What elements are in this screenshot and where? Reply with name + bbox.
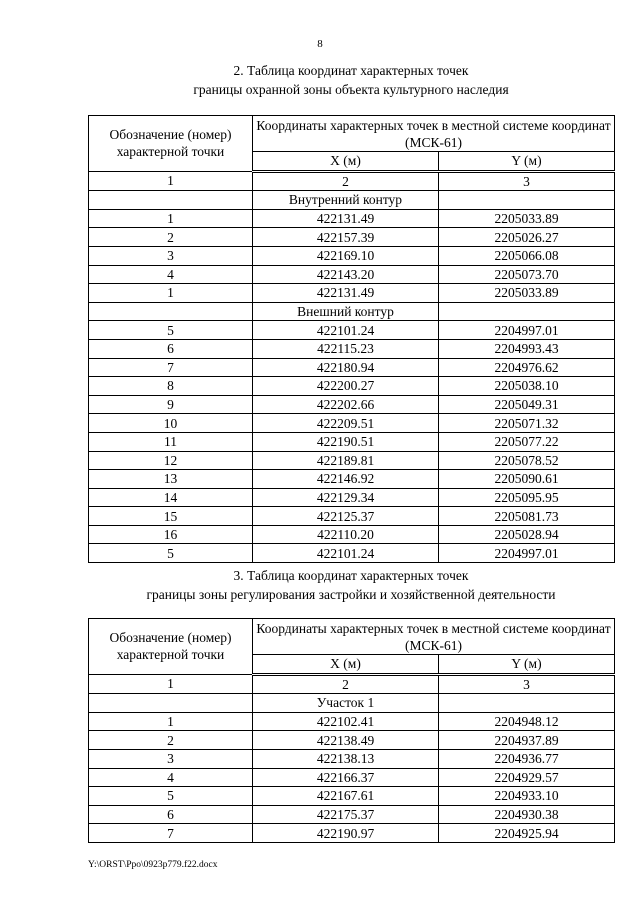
- header-x-label: X (м): [253, 152, 439, 172]
- y-coordinate-cell: 2204997.01: [439, 321, 615, 340]
- point-number-cell: 2: [89, 731, 253, 750]
- point-number-cell: 9: [89, 395, 253, 414]
- y-coordinate-cell: 2205028.94: [439, 525, 615, 544]
- point-number-cell: 5: [89, 787, 253, 806]
- header-coord-label: Координаты характерных точек в местной системе координат (МСК-61): [253, 116, 615, 152]
- table-row: [89, 358, 615, 377]
- section-empty-cell: [89, 302, 253, 321]
- header-col-number: 2: [253, 674, 439, 694]
- y-coordinate-cell: 2204929.57: [439, 768, 615, 787]
- table-row: [89, 470, 615, 489]
- section-row: [89, 191, 615, 210]
- table-row: [89, 377, 615, 396]
- table-row: [89, 544, 615, 563]
- x-coordinate-cell: 422169.10: [253, 246, 439, 265]
- y-coordinate-cell: 2205033.89: [439, 209, 615, 228]
- table1-body: [89, 191, 615, 563]
- table2-title-line2: границы зоны регулирования застройки и хозяйственной деятельности: [146, 587, 556, 602]
- point-number-cell: 6: [89, 805, 253, 824]
- y-coordinate-cell: 2204933.10: [439, 787, 615, 806]
- table-row: [89, 228, 615, 247]
- point-number-cell: 6: [89, 339, 253, 358]
- point-number-cell: 1: [89, 284, 253, 303]
- x-coordinate-cell: 422101.24: [253, 321, 439, 340]
- x-coordinate-cell: 422200.27: [253, 377, 439, 396]
- table-row: [89, 749, 615, 768]
- y-coordinate-cell: 2204976.62: [439, 358, 615, 377]
- point-number-cell: 4: [89, 265, 253, 284]
- y-coordinate-cell: 2204936.77: [439, 749, 615, 768]
- x-coordinate-cell: 422146.92: [253, 470, 439, 489]
- x-coordinate-cell: 422143.20: [253, 265, 439, 284]
- y-coordinate-cell: 2205038.10: [439, 377, 615, 396]
- x-coordinate-cell: 422102.41: [253, 712, 439, 731]
- y-coordinate-cell: 2204997.01: [439, 544, 615, 563]
- table-row: [89, 787, 615, 806]
- header-col-number: 3: [439, 171, 615, 191]
- x-coordinate-cell: 422101.24: [253, 544, 439, 563]
- y-coordinate-cell: 2205071.32: [439, 414, 615, 433]
- point-number-cell: 5: [89, 321, 253, 340]
- table-row: [89, 414, 615, 433]
- section-empty-cell: [439, 191, 615, 210]
- x-coordinate-cell: 422110.20: [253, 525, 439, 544]
- point-number-cell: 4: [89, 768, 253, 787]
- section-label: Внутренний контур: [253, 191, 439, 210]
- point-number-cell: 5: [89, 544, 253, 563]
- table-row: [89, 339, 615, 358]
- x-coordinate-cell: 422125.37: [253, 507, 439, 526]
- header-col-number: 1: [89, 171, 253, 191]
- x-coordinate-cell: 422166.37: [253, 768, 439, 787]
- point-number-cell: 14: [89, 488, 253, 507]
- y-coordinate-cell: 2205073.70: [439, 265, 615, 284]
- header-col-number: 1: [89, 674, 253, 694]
- file-path-footer: Y:\ORST\Ppo\0923p779.f22.docx: [88, 860, 218, 870]
- point-number-cell: 13: [89, 470, 253, 489]
- x-coordinate-cell: 422175.37: [253, 805, 439, 824]
- x-coordinate-cell: 422138.49: [253, 731, 439, 750]
- header-y-label: Y (м): [439, 152, 615, 172]
- section-label: Участок 1: [253, 694, 439, 713]
- y-coordinate-cell: 2205077.22: [439, 432, 615, 451]
- x-coordinate-cell: 422138.13: [253, 749, 439, 768]
- point-number-cell: 8: [89, 377, 253, 396]
- section-label: Внешний контур: [253, 302, 439, 321]
- point-number-cell: 7: [89, 824, 253, 843]
- header-y-label: Y (м): [439, 655, 615, 675]
- point-number-cell: 11: [89, 432, 253, 451]
- y-coordinate-cell: 2204930.38: [439, 805, 615, 824]
- x-coordinate-cell: 422202.66: [253, 395, 439, 414]
- x-coordinate-cell: 422180.94: [253, 358, 439, 377]
- table-row: [89, 246, 615, 265]
- table1-coordinates: [88, 115, 615, 563]
- table-row: [89, 525, 615, 544]
- section-row: [89, 694, 615, 713]
- table2-title: [88, 566, 614, 604]
- header-col-number: 3: [439, 674, 615, 694]
- y-coordinate-cell: 2205078.52: [439, 451, 615, 470]
- table2-title-line1: 3. Таблица координат характерных точек: [233, 568, 469, 583]
- x-coordinate-cell: 422190.97: [253, 824, 439, 843]
- y-coordinate-cell: 2204925.94: [439, 824, 615, 843]
- section-empty-cell: [439, 302, 615, 321]
- y-coordinate-cell: 2205090.61: [439, 470, 615, 489]
- point-number-cell: 15: [89, 507, 253, 526]
- table-row: [89, 321, 615, 340]
- table-row: [89, 507, 615, 526]
- point-number-cell: 3: [89, 246, 253, 265]
- point-number-cell: 10: [89, 414, 253, 433]
- table-row: [89, 768, 615, 787]
- y-coordinate-cell: 2205049.31: [439, 395, 615, 414]
- table-row: [89, 451, 615, 470]
- page-number: 8: [317, 38, 323, 50]
- header-point-label: Обозначение (номер) характерной точки: [89, 619, 253, 675]
- y-coordinate-cell: 2204948.12: [439, 712, 615, 731]
- point-number-cell: 1: [89, 712, 253, 731]
- x-coordinate-cell: 422190.51: [253, 432, 439, 451]
- y-coordinate-cell: 2204937.89: [439, 731, 615, 750]
- table-row: [89, 805, 615, 824]
- y-coordinate-cell: 2205033.89: [439, 284, 615, 303]
- header-point-label: Обозначение (номер) характерной точки: [89, 116, 253, 172]
- point-number-cell: 2: [89, 228, 253, 247]
- y-coordinate-cell: 2205066.08: [439, 246, 615, 265]
- header-coord-label: Координаты характерных точек в местной системе координат (МСК-61): [253, 619, 615, 655]
- section-empty-cell: [89, 191, 253, 210]
- section-row: [89, 302, 615, 321]
- x-coordinate-cell: 422209.51: [253, 414, 439, 433]
- table-row: [89, 731, 615, 750]
- header-col-number: 2: [253, 171, 439, 191]
- point-number-cell: 7: [89, 358, 253, 377]
- point-number-cell: 16: [89, 525, 253, 544]
- x-coordinate-cell: 422131.49: [253, 209, 439, 228]
- x-coordinate-cell: 422131.49: [253, 284, 439, 303]
- x-coordinate-cell: 422129.34: [253, 488, 439, 507]
- x-coordinate-cell: 422115.23: [253, 339, 439, 358]
- table-row: [89, 488, 615, 507]
- x-coordinate-cell: 422189.81: [253, 451, 439, 470]
- table-row: [89, 284, 615, 303]
- table-row: [89, 265, 615, 284]
- x-coordinate-cell: 422157.39: [253, 228, 439, 247]
- table2-body: [89, 694, 615, 843]
- table-row: [89, 712, 615, 731]
- point-number-cell: 12: [89, 451, 253, 470]
- section-empty-cell: [439, 694, 615, 713]
- table-row: [89, 824, 615, 843]
- table-row: [89, 432, 615, 451]
- table1-title: [88, 61, 614, 99]
- table-row: [89, 395, 615, 414]
- table2-coordinates: [88, 618, 615, 843]
- section-empty-cell: [89, 694, 253, 713]
- table-row: [89, 209, 615, 228]
- y-coordinate-cell: 2205026.27: [439, 228, 615, 247]
- x-coordinate-cell: 422167.61: [253, 787, 439, 806]
- y-coordinate-cell: 2205081.73: [439, 507, 615, 526]
- header-x-label: X (м): [253, 655, 439, 675]
- table1-title-line2: границы охранной зоны объекта культурного наследия: [193, 82, 509, 97]
- y-coordinate-cell: 2205095.95: [439, 488, 615, 507]
- point-number-cell: 1: [89, 209, 253, 228]
- y-coordinate-cell: 2204993.43: [439, 339, 615, 358]
- table1-title-line1: 2. Таблица координат характерных точек: [233, 63, 469, 78]
- point-number-cell: 3: [89, 749, 253, 768]
